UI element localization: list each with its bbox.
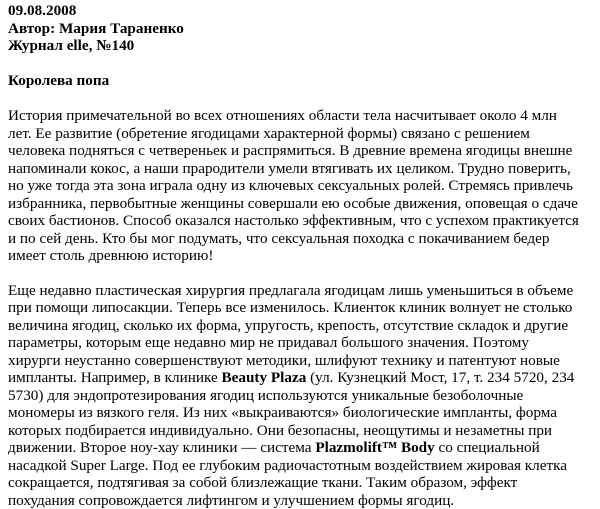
text-segment: Еще недавно пластическая хирургия предлагала ягодицам лишь уменьшиться в объеме при помощи липосакции. Теперь все изменилось. Клиенток клиник волнует не столько величина ягодиц, сколько их форма, упругость, крепость, отсутствие складок и другие параметры, которым еще недавно мир не придавал большого значения. Поэтому хирурги неустанно совершенствуют методики, шлифуют технику и патентуют новые импланты. Например, в клинике [8,282,573,387]
text-segment: со специальной насадкой Super Large. Под ее глубоким радиочастотным воздействием жировая клетка сокращается, подтягивая за собой близлежащие ткани. Таким образом, эффект похудания сопровождается лифтингом и улучшением формы ягодиц. [8,439,567,509]
article-paragraph-2 [8,282,580,509]
text-segment: История примечательной во всех отношениях области тела насчитывает около 4 млн лет. Ее развитие (обретение ягодицами характерной формы) связано с решением человека подняться с четвереньек и распрямиться. В древние времена ягодицы внешне напоминали кокос, а наши прародители умели втягивать их целиком. Трудно поверить, но уже тогда эта зона играла одну из ключевых сексуальных ролей. Стремясь привлечь избранника, первобытные женщины совершали ею особые движения, оповещая о сдаче своих бастионов. Способ оказался настолько эффективным, что с успехом практикуется и по сей день. Кто бы мог подумать, что сексуальная походка с покачиванием бедер имеет столь древнюю историю! [8,107,579,264]
article-date: 09.08.2008 [8,2,580,20]
text-segment: (ул. Кузнецкий Мост, 17, т. 234 5720, 234 5730) для эндопротезирования ягодиц используются уникальные безоболочные мономеры из вязкого геля. Из них «выкраиваются» биологические импланты, форма которых подбирается индивидуально. Они безопасны, неощутимы и незаметны при движении. Второе ноу-хау клиники — система [8,369,574,456]
article-title: Королева попа [8,72,580,90]
bold-text-segment: Plazmolift™ Body [315,439,434,456]
article-source: Журнал elle, №140 [8,37,580,55]
article-author: Автор: Мария Тараненко [8,20,580,38]
bold-text-segment: Beauty Plaza [222,369,307,386]
article-paragraph-1 [8,107,580,265]
